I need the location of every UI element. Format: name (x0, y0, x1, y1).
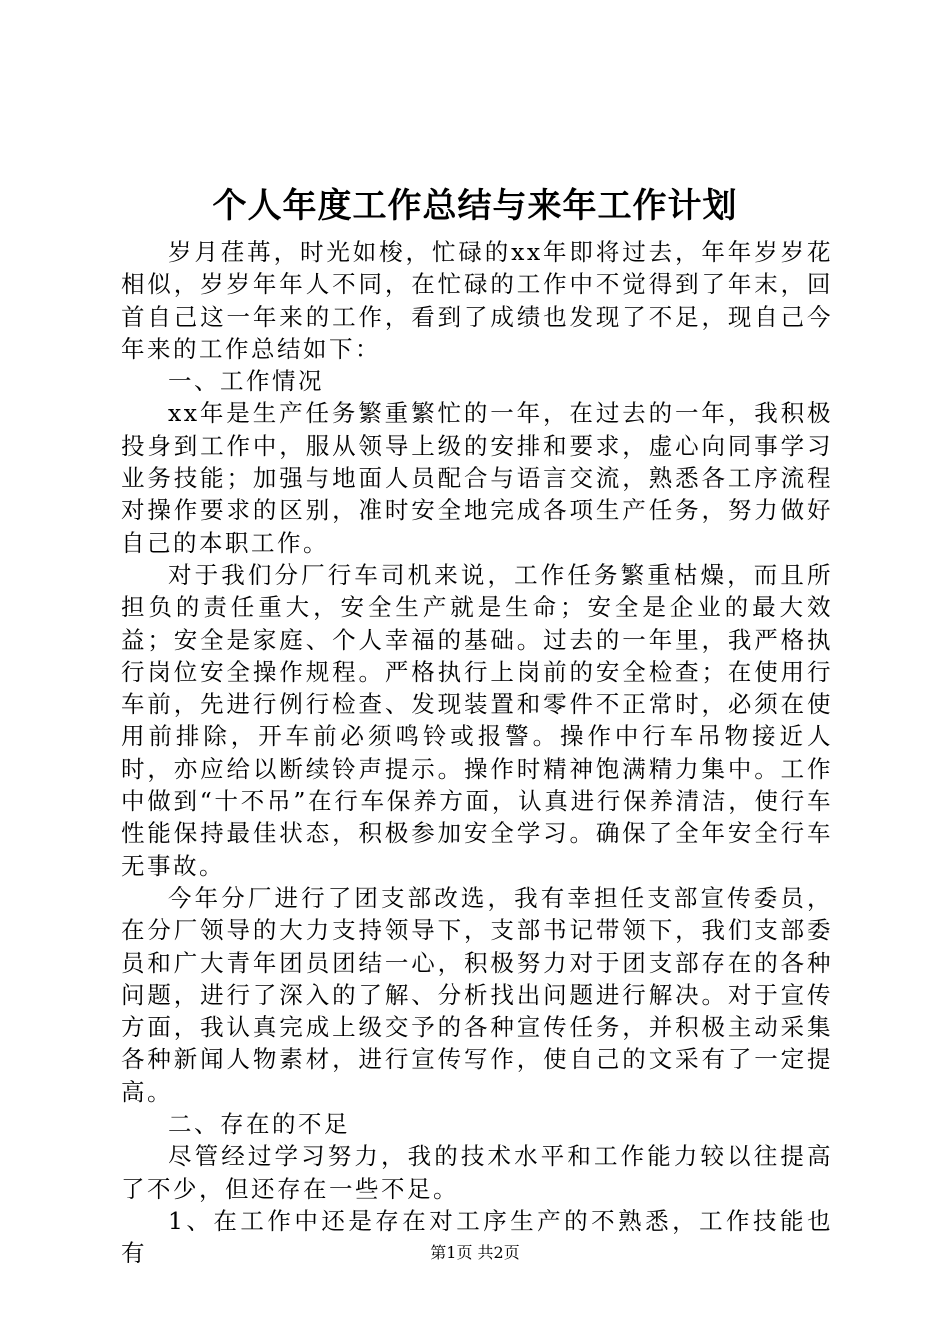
document-body (121, 236, 833, 1270)
paragraph-intro: 岁月荏苒，时光如梭，忙碌的xx年即将过去，年年岁岁花相似，岁岁年年人不同，在忙碌的工作中不觉得到了年末，回首自己这一年来的工作，看到了成绩也发现了不足，现自己今年来的工作总结如下： (121, 238, 833, 363)
paragraph-shortcomings-intro: 尽管经过学习努力，我的技术水平和工作能力较以往提高了不少，但还存在一些不足。 (121, 1142, 833, 1203)
document-title: 个人年度工作总结与来年工作计划 (212, 186, 738, 226)
page-footer: 第1页 共2页 (430, 1243, 520, 1262)
section-heading-work-status: 一、工作情况 (168, 367, 324, 396)
paragraph-work-overview: xx年是生产任务繁重繁忙的一年，在过去的一年，我积极投身到工作中，服从领导上级的安排和要求，虚心向同事学习业务技能；加强与地面人员配合与语言交流，熟悉各工序流程对操作要求的区别，准时安全地完成各项生产任务，努力做好自己的本职工作。 (121, 399, 833, 557)
paragraph-shortcoming-1: 1、在工作中还是存在对工序生产的不熟悉，工作技能也有 (121, 1206, 833, 1268)
section-heading-shortcomings: 二、存在的不足 (168, 1110, 350, 1139)
paragraph-safety: 对于我们分厂行车司机来说，工作任务繁重枯燥，而且所担负的责任重大，安全生产就是生命；安全是企业的最大效益；安全是家庭、个人幸福的基础。过去的一年里，我严格执行岗位安全操作规程。严格执行上岗前的安全检查；在使用行车前，先进行例行检查、发现装置和零件不正常时，必须在使用前排除，开车前必须鸣铃或报警。操作中行车吊物接近人时，亦应给以断续铃声提示。操作时精神饱满精力集中。工作中做到“十不吊”在行车保养方面，认真进行保养清洁，使行车性能保持最佳状态，积极参加安全学习。确保了全年安全行车无事故。 (121, 560, 833, 880)
paragraph-youth-league: 今年分厂进行了团支部改选，我有幸担任支部宣传委员，在分厂领导的大力支持领导下，支部书记带领下，我们支部委员和广大青年团员团结一心，积极努力对于团支部存在的各种问题，进行了深入的了解、分析找出问题进行解决。对于宣传方面，我认真完成上级交予的各种宣传任务，并积极主动采集各种新闻人物素材，进行宣传写作，使自己的文采有了一定提高。 (121, 883, 833, 1106)
